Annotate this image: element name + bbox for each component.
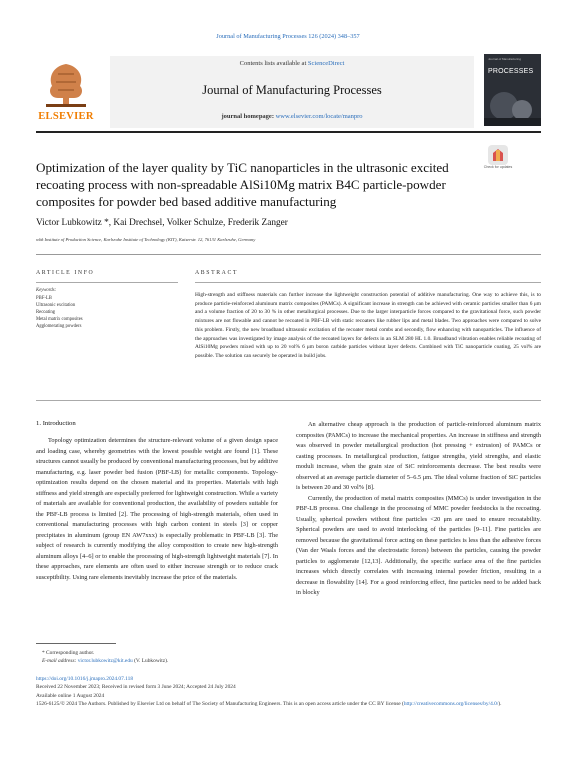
email-line [36,657,168,665]
affiliation: wbk Institute of Production Science, Karlsruhe Institute of Technology (KIT), Kaiserstr. 12, 76131 Karlsruhe, Germany [36,237,256,242]
email-suffix: (V. Lubkowitz). [132,658,169,665]
footnote [36,649,168,666]
journal-title: Journal of Manufacturing Processes [202,83,382,97]
abstract-label: ABSTRACT [195,270,239,276]
article-info-rule [36,282,178,283]
publication-info [36,675,541,709]
keyword-item: Metal matrix composites [36,317,83,322]
keywords-heading: Keywords: [36,288,57,293]
homepage-link[interactable]: www.elsevier.com/locate/manpro [275,113,363,120]
contents-line [110,60,474,67]
journal-cover-image [484,54,541,126]
keywords-list [36,295,83,330]
body-column-right [296,420,541,599]
title-rule [36,254,541,255]
doi-link[interactable]: https://doi.org/10.1016/j.jmapro.2024.07.118 [36,676,134,682]
license-text [36,700,541,708]
email-link[interactable]: victor.lubkowitz@kit.edu [77,658,133,665]
license-end: ). [498,701,502,708]
license-link[interactable]: http://creativecommons.org/licenses/by/4.0/ [403,701,499,708]
sciencedirect-link[interactable]: ScienceDirect [307,60,345,67]
contents-prefix: Contents lists available at [239,60,308,67]
online-date: Available online 1 August 2024 [36,692,105,699]
keyword-item: Recoating [36,310,56,315]
header-rule [36,131,541,133]
cover-subtitle: Journal of Manufacturing [488,57,522,61]
corresponding-author-note: * Corresponding author. [42,650,95,656]
homepage-prefix: journal homepage: [221,113,276,120]
body-paragraph: Currently, the production of metal matrix composites (MMCs) is under investigation in the PBF-LB process. One challenge in the processing of MMC powder feedstocks is the recoating. Usually, spherical powders without fine particles <20 μm are used to ensure recoatability. Spherical powders are used to avoid interlocking of the particles [9–11]. Fine particles are removed because the gravitational force acting on these particles is less than the adhesive forces (Van der Waals forces and the electrostatic forces) between the particles, causing the powder particles to agglomerate [12,13]. Additionally, the specific surface area of the fine particles increases which directly correlates with increasing internal powder friction, resulting in a decrease in flowability [14]. For a good reinforcing effect, fine particles need to be added back in blocky [296,494,541,596]
cover-artwork [484,80,541,126]
body-column-left [36,436,278,583]
section-heading: 1. Introduction [36,420,76,427]
homepage-line [110,113,474,120]
keyword-item: PBF-LB [36,296,52,301]
journal-citation[interactable]: Journal of Manufacturing Processes 126 (2024) 348–357 [216,33,360,40]
cover-title: PROCESSES [488,68,534,75]
abstract-text: High-strength and stiffness materials can further increase the lightweight construction potential of additive manufacturing. One way to achieve this, is to produce particle-reinforced aluminum matrix composites (PAMCs). A significant increase in strength can be achieved with ceramic particles smaller than 6 μm and a volume fraction of 20 to 30 % in other metallurgical processes. Due to the larger interparticle forces compared to the gravitational force, such powder mixtures are not flowable and cannot be recoated in PBF-LB with static recoaters like rubber lips and metal blades. Two approaches were compared to solve this problem. Firstly, the new broadband ultrasonic excitation of the recoater metal combs and secondly, flow enhancing with nanoparticles. The influence of the approaches was investigated by image analysis of the recoated layers for defects in an SLM 280 HL 1.0. Broadband vibration enables reliable recoating of AlSi10Mg powders mixed with up to 20 vol% 6 μm boron carbide particles without layer defects. Combined with TiC nanoparticle coating, 25 vol% are possible. The solution can securely be operated in build jobs. [195,292,541,359]
footnote-rule [36,643,116,644]
publisher-name: ELSEVIER [38,111,94,122]
email-prefix: E-mail address: [42,658,78,665]
abstract-bottom-rule [36,400,541,401]
check-for-updates-label: Check for updates [483,165,513,169]
received-dates: Received 22 November 2023; Received in revised form 3 June 2024; Accepted 24 July 2024 [36,684,236,691]
body-paragraph: Topology optimization determines the structure-relevant volume of a given design space and loading case, whereby geometries with the lowest possible weight are found [1]. These structures cannot usually be produced by conventional manufacturing processes, but by additive manufacturing, e.g. laser powder bed fusion (PBF-LB) for metallic components. Topology-optimization results depend on the chosen material and its properties. Materials with high stiffness and yield strength are especially preferred for lightweight construction. While a variety of materials are available for conventional production, the availability of powders suitable for the PBF-LB process is limited [2]. The processing of high-strength materials, often used in conventional manufacturing processes with high carbon content in steels [3] or copper precipitates in aluminum (group EN AW7xxx) is especially problematic in PBF-LB [3]. The subject of research is currently modifying the alloy composition to create new high-strength aluminum alloys [4–6] or to enable the processing of high-strength lightweight materials [7]. In these approaches, rare elements are often used to either increase strength or to reduce crack susceptibility. Using rare elements inevitably increase the price of the materials. [36,437,279,581]
abstract-rule [195,282,541,283]
keyword-item: Ultrasonic excitation [36,303,76,308]
author-list: Victor Lubkowitz *, Kai Drechsel, Volker Schulze, Frederik Zanger [36,218,288,228]
license-statement: 1526-6125/© 2024 The Authors. Published by Elsevier Ltd on behalf of The Society of Manufacturing Engineers. This is an open access article under the CC BY license ( [36,701,404,708]
article-info-label: ARTICLE INFO [36,270,95,276]
keyword-item: Agglomerating powders [36,324,82,329]
paper-title: Optimization of the layer quality by TiC nanoparticles in the ultrasonic excited recoating process with non-spreadable AlSi10Mg matrix B4C particle-powder composites for powder bed based additive manufacturing [36,160,449,210]
body-paragraph: An alternative cheap approach is the production of particle-reinforced aluminum matrix composites (PAMCs) to increase the mechanical properties. An increase in stiffness and strength was observed in powder metallurgical production (hot pressing + extrusion) of PAMCs or casting processes. In metallurgical production, fatigue strengths, yield strengths, and elastic moduli increase, when the grain size of SiC reinforcements decrease. The best results were observed at an average particle diameter of 5–6.5 μm. The ideal volume fraction of SiC particles is between 20 and 30 vol% [8]. [296,421,541,491]
